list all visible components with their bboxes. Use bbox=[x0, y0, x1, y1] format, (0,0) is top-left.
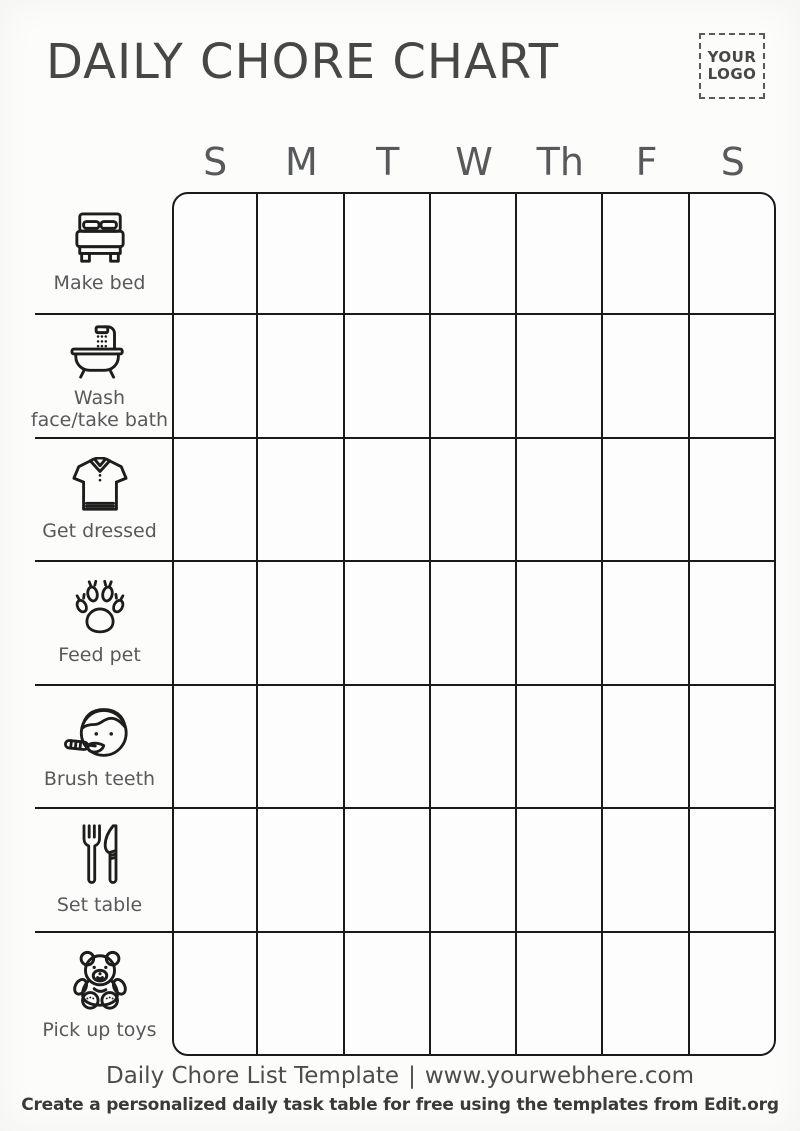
teddy-bear-icon bbox=[65, 948, 135, 1012]
grid-cell[interactable] bbox=[603, 809, 689, 932]
footer-credit-line: Create a personalized daily task table for free using the templates from Edit.org bbox=[21, 1095, 779, 1115]
chore-row-brush-teeth bbox=[35, 686, 172, 809]
chore-grid bbox=[30, 192, 776, 1056]
grid-cell[interactable] bbox=[517, 933, 603, 1056]
grid-cell[interactable] bbox=[172, 933, 258, 1056]
bed-icon bbox=[69, 211, 131, 265]
grid-cell[interactable] bbox=[258, 809, 344, 932]
cutlery-icon bbox=[79, 823, 121, 887]
grid-cell[interactable] bbox=[172, 809, 258, 932]
grid-cell[interactable] bbox=[603, 315, 689, 438]
chore-label: Set table bbox=[56, 894, 143, 917]
grid-cell[interactable] bbox=[431, 933, 517, 1056]
chore-row-wash-face bbox=[30, 315, 172, 438]
grid-cell[interactable] bbox=[690, 809, 776, 932]
grid-cell[interactable] bbox=[603, 933, 689, 1056]
grid-cell[interactable] bbox=[172, 192, 258, 315]
day-header-tuesday: T bbox=[376, 140, 400, 184]
grid-cell[interactable] bbox=[517, 192, 603, 315]
day-header-friday: F bbox=[635, 140, 658, 184]
grid-cell[interactable] bbox=[431, 439, 517, 562]
footer-template-name: Daily Chore List Template bbox=[105, 1063, 400, 1089]
logo-placeholder bbox=[699, 33, 765, 99]
chore-row-get-dressed bbox=[35, 439, 172, 562]
grid-cell[interactable] bbox=[345, 439, 431, 562]
paw-icon bbox=[74, 579, 126, 637]
footer-template-line bbox=[0, 1063, 800, 1089]
grid-cell[interactable] bbox=[517, 439, 603, 562]
grid-cell[interactable] bbox=[345, 933, 431, 1056]
grid-cell[interactable] bbox=[603, 192, 689, 315]
grid-cell[interactable] bbox=[603, 562, 689, 685]
chore-label: Wash face/take bath bbox=[30, 386, 169, 431]
chore-label: Pick up toys bbox=[42, 1018, 157, 1041]
grid-cell[interactable] bbox=[172, 562, 258, 685]
footer-separator: | bbox=[408, 1063, 416, 1089]
grid-cell[interactable] bbox=[345, 562, 431, 685]
page-title: DAILY CHORE CHART bbox=[46, 34, 560, 90]
grid-cell[interactable] bbox=[172, 315, 258, 438]
grid-cell[interactable] bbox=[431, 315, 517, 438]
grid-cell[interactable] bbox=[345, 315, 431, 438]
footer-website-url: www.yourwebhere.com bbox=[424, 1063, 694, 1089]
grid-cell[interactable] bbox=[690, 686, 776, 809]
grid-cell[interactable] bbox=[603, 686, 689, 809]
day-header-wednesday: W bbox=[455, 140, 493, 184]
grid-cell[interactable] bbox=[690, 562, 776, 685]
grid-cell[interactable] bbox=[258, 933, 344, 1056]
brush-teeth-icon bbox=[64, 703, 136, 761]
day-header-sunday: S bbox=[203, 140, 228, 184]
day-header-saturday: S bbox=[720, 140, 745, 184]
grid-cell[interactable] bbox=[258, 192, 344, 315]
grid-cell[interactable] bbox=[431, 686, 517, 809]
logo-text-line1: YOUR bbox=[707, 48, 757, 66]
grid-cell[interactable] bbox=[431, 809, 517, 932]
chore-label: Get dressed bbox=[42, 520, 157, 543]
grid-cell[interactable] bbox=[258, 439, 344, 562]
day-header-thursday: Th bbox=[536, 140, 584, 184]
grid-cell[interactable] bbox=[517, 562, 603, 685]
chore-label: Make bed bbox=[53, 272, 146, 295]
chore-row-feed-pet bbox=[35, 562, 172, 685]
grid-cell[interactable] bbox=[345, 192, 431, 315]
chore-label: Brush teeth bbox=[43, 767, 156, 790]
chore-label: Feed pet bbox=[58, 644, 141, 667]
grid-cell[interactable] bbox=[690, 315, 776, 438]
grid-cell[interactable] bbox=[258, 562, 344, 685]
grid-cell[interactable] bbox=[258, 315, 344, 438]
grid-cell[interactable] bbox=[517, 686, 603, 809]
grid-cell[interactable] bbox=[690, 439, 776, 562]
grid-cell[interactable] bbox=[517, 809, 603, 932]
grid-cell[interactable] bbox=[172, 439, 258, 562]
grid-cell[interactable] bbox=[345, 686, 431, 809]
chore-row-pick-up-toys bbox=[35, 933, 172, 1056]
logo-text-line2: LOGO bbox=[707, 65, 757, 83]
grid-cell[interactable] bbox=[258, 686, 344, 809]
grid-cell[interactable] bbox=[172, 686, 258, 809]
day-header-monday: M bbox=[285, 140, 318, 184]
grid-cell[interactable] bbox=[517, 315, 603, 438]
shirt-icon bbox=[71, 457, 129, 513]
grid-cell[interactable] bbox=[603, 439, 689, 562]
bathtub-icon bbox=[70, 322, 130, 380]
grid-cell[interactable] bbox=[431, 192, 517, 315]
grid-cell[interactable] bbox=[431, 562, 517, 685]
grid-cell[interactable] bbox=[690, 933, 776, 1056]
grid-cell[interactable] bbox=[690, 192, 776, 315]
grid-cell[interactable] bbox=[345, 809, 431, 932]
day-header-row bbox=[172, 124, 776, 186]
chore-row-make-bed bbox=[35, 192, 172, 315]
chore-row-set-table bbox=[35, 809, 172, 932]
